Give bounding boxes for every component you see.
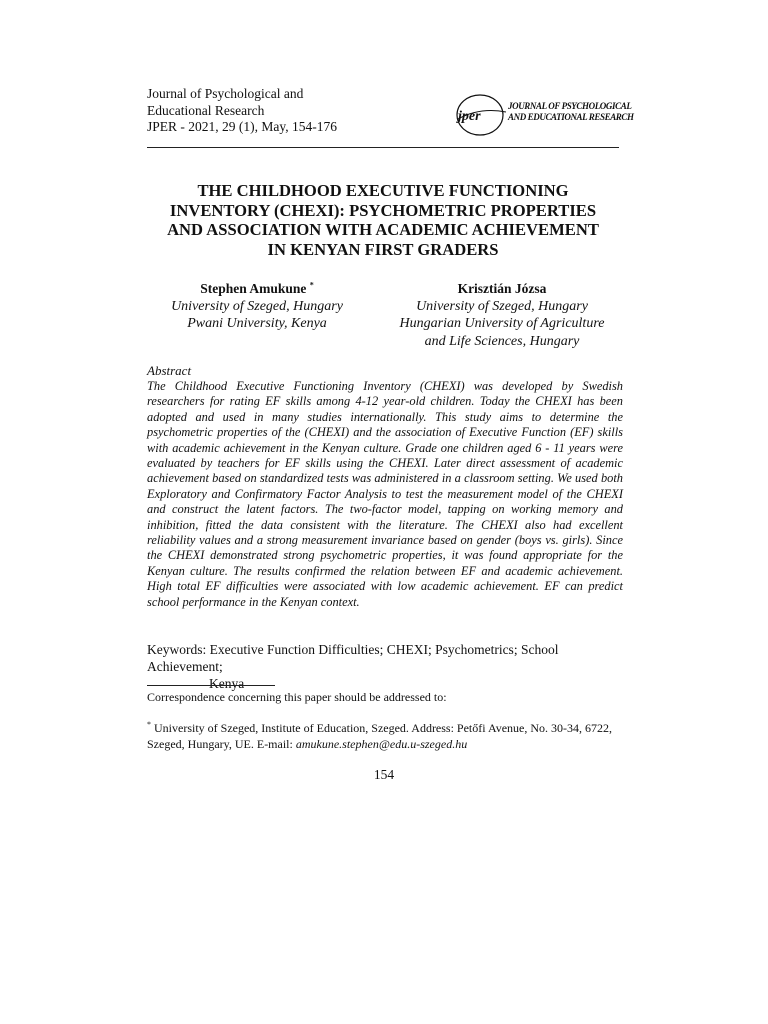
journal-header xyxy=(147,86,337,136)
author-affiliation: Pwani University, Kenya xyxy=(187,316,327,331)
logo-mark: jper xyxy=(458,109,481,124)
header-divider xyxy=(147,147,619,148)
footnote-mark: * xyxy=(147,720,151,729)
author-footnote xyxy=(147,720,623,752)
keywords-line: Keywords: Executive Function Difficulties; CHEXI; Psychometrics; School Achievement; xyxy=(147,642,559,674)
logo-wordmark xyxy=(508,101,634,123)
journal-name-line1: Journal of Psychological and xyxy=(147,86,304,101)
author-affiliation: and Life Sciences, Hungary xyxy=(424,333,580,349)
author-affiliation: Hungarian University of Agriculture xyxy=(399,316,605,331)
author-name: Krisztián Józsa xyxy=(457,281,547,296)
footnote-address: University of Szeged, Institute of Education, Szeged. Address: Petőfi Avenue, No. 30-34, 6722, Szeged, Hungary, UE. E-mail: xyxy=(147,721,613,751)
title-line: IN KENYAN FIRST GRADERS xyxy=(267,239,499,259)
author-block-2 xyxy=(380,280,624,350)
author-block-1 xyxy=(152,280,362,333)
author-footnote-mark: * xyxy=(309,280,314,290)
jper-logo-icon xyxy=(450,92,510,138)
email-link[interactable]: amukune.stephen@edu.u-szeged.hu xyxy=(295,737,468,751)
keywords-line: Kenya xyxy=(209,676,245,691)
logo-text-line2: AND EDUCATIONAL RESEARCH xyxy=(508,112,634,122)
author-affiliation: University of Szeged, Hungary xyxy=(171,298,343,314)
abstract-heading: Abstract xyxy=(147,363,192,378)
author-name: Stephen Amukune * xyxy=(200,280,314,296)
footnote-divider xyxy=(147,685,275,686)
title-line: AND ASSOCIATION WITH ACADEMIC ACHIEVEMENT xyxy=(167,220,599,239)
title-line: INVENTORY (CHEXI): PSYCHOMETRIC PROPERTIES xyxy=(169,200,597,220)
journal-logo xyxy=(450,92,634,138)
logo-text-line1: JOURNAL OF PSYCHOLOGICAL xyxy=(508,101,632,111)
author-affiliation: University of Szeged, Hungary xyxy=(416,298,588,314)
paper-title xyxy=(140,181,626,259)
abstract-text: The Childhood Executive Functioning Inventory (CHEXI) was developed by Swedish researchers for rating EF skills among 4-12 year-old children. Today the CHEXI has been adopted and used in many studies internationally. This study aims to determine the psychometric properties of the (CHEXI) and the association of Executive Function (EF) skills with academic achievement in the Kenyan culture. Grade one children aged 6 - 11 years were evaluated by teachers for EF skills using the CHEXI. Later direct assessment of academic achievement based on standardized tests was administered in a classroom setting. We used both Exploratory and Confirmatory Factor Analysis to test the measurement model of the CHEXI and construct the latent factors. The two-factor model, tapping on working memory and inhibition, fitted the data consistent with the literature. The CHEXI also had excellent reliability values and a strong measurement invariance based on gender (boys vs. girls). Since the CHEXI demonstrated strong psychometric properties, it was found appropriate for the Kenyan culture. The results confirmed the relation between EF and academic achievement. High total EF difficulties were associated with low academic achievement. EF can predict school performance in the Kenyan context. xyxy=(147,379,623,609)
journal-name-line2: Educational Research xyxy=(147,102,265,118)
journal-citation: JPER - 2021, 29 (1), May, 154-176 xyxy=(147,119,337,134)
correspondence-note: Correspondence concerning this paper should be addressed to: xyxy=(147,690,447,704)
page-number: 154 xyxy=(373,767,395,782)
title-line: THE CHILDHOOD EXECUTIVE FUNCTIONING xyxy=(197,181,569,200)
